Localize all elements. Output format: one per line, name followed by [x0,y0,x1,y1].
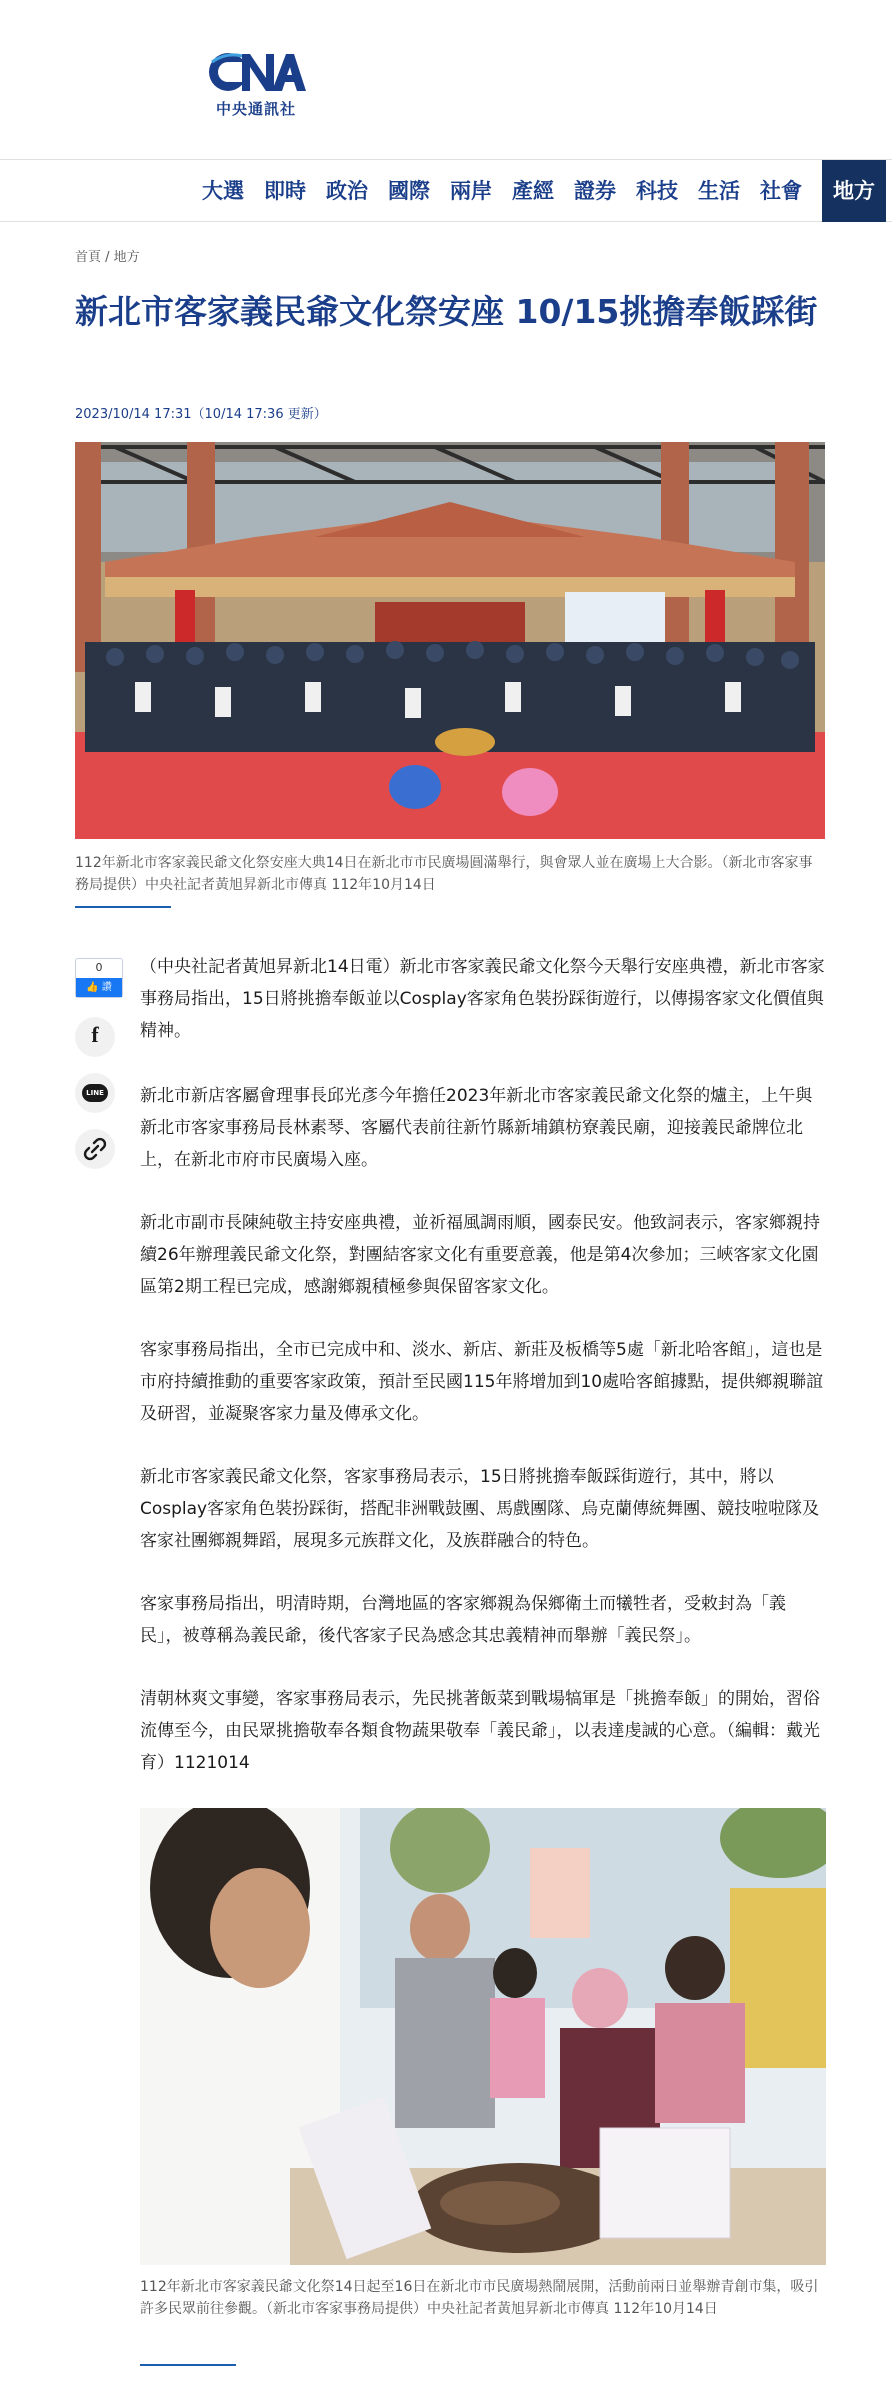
nav-item-finance[interactable]: 產經 [512,179,554,203]
breadcrumb-separator: / [101,250,114,265]
nav-item-politics[interactable]: 政治 [326,179,368,203]
line-icon: LINE [82,1084,108,1102]
like-count: 0 [95,961,103,974]
article-title: 新北市客家義民爺文化祭安座 10/15挑擔奉飯踩街 [75,292,818,331]
like-text: 讚 [101,982,112,993]
group-photo[interactable] [75,442,825,839]
paragraph-1: （中央社記者黃旭昇新北14日電）新北市客家義民爺文化祭今天舉行安座典禮，新北市客家事務局指出，15日將挑擔奉飯並以Cosplay客家角色裝扮踩街遊行，以傳揚客家文化價值與精神。 [140,957,825,1041]
like-label [76,978,122,997]
cna-logo-icon [206,48,306,98]
photo2-caption: 112年新北市客家義民爺文化祭14日起至16日在新北市市民廣場熱鬧展開，活動前兩日並舉辦青創市集，吸引許多民眾前往參觀。（新北市客家事務局提供）中央社記者黃旭昇新北市傳真 112年10月14日 [140,2279,819,2317]
copy-link-button[interactable] [75,1129,115,1169]
line-share-button[interactable] [75,1073,115,1113]
nav-item-life[interactable]: 生活 [698,179,740,203]
paragraph-4: 客家事務局指出，全市已完成中和、淡水、新店、新莊及板橋等5處「新北哈客館」，這也是市府持續推動的重要客家政策，預計至民國115年將增加到10處哈客館據點，提供鄉親聯誼及研習，並凝聚客家力量及傳承文化。 [140,1340,824,1424]
nav-item-international[interactable]: 國際 [388,179,430,203]
paragraph-7: 清朝林爽文事變，客家事務局表示，先民挑著飯菜到戰場犒軍是「挑擔奉飯」的開始，習俗流傳至今，由民眾挑擔敬奉各類食物蔬果敬奉「義民爺」，以表達虔誠的心意。（編輯：戴光育）1121014 [140,1689,820,1773]
paragraph-5: 新北市客家義民爺文化祭，客家事務局表示，15日將挑擔奉飯踩街遊行，其中，將以Cosplay客家角色裝扮踩街，搭配非洲戰鼓團、馬戲團隊、烏克蘭傳統舞團、競技啦啦隊及客家社團鄉親舞蹈，展現多元族群文化，及族群融合的特色。 [140,1467,820,1551]
facebook-like-button[interactable] [75,958,123,998]
nav-item-stocks[interactable]: 證券 [574,179,616,203]
facebook-share-button[interactable] [75,1017,115,1057]
nav-item-local[interactable]: 地方 [822,160,886,222]
paragraph-3: 新北市副市長陳純敬主持安座典禮，並祈福風調雨順，國泰民安。他致詞表示，客家鄉親持續26年辦理義民爺文化祭，對團結客家文化有重要意義，他是第4次參加；三峽客家文化園區第2期工程已完成，感謝鄉親積極參與保留客家文化。 [140,1213,820,1297]
nav-item-latest[interactable]: 即時 [264,179,306,203]
nav-item-cross-strait[interactable]: 兩岸 [450,179,492,203]
site-header [0,0,892,160]
facebook-icon: f [91,1022,99,1047]
market-photo-image [140,1808,826,2265]
breadcrumb [75,246,140,265]
nav-item-society[interactable]: 社會 [760,179,802,203]
caption-rule [140,2364,236,2366]
cna-logo[interactable] [206,48,306,118]
paragraph-2: 新北市新店客屬會理事長邱光彥今年擔任2023年新北市客家義民爺文化祭的爐主，上午與新北市客家事務局長林素琴、客屬代表前往新竹縣新埔鎮枋寮義民廟，迎接義民爺牌位北上，在新北市府市民廣場入座。 [140,1086,813,1170]
breadcrumb-home[interactable]: 首頁 [75,250,102,265]
group-photo-image [75,442,825,839]
market-photo[interactable] [140,1808,826,2265]
logo-text: 中央通訊社 [216,100,297,118]
nav-item-election[interactable]: 大選 [202,179,244,203]
article-dateline: 2023/10/14 17:31（10/14 17:36 更新） [75,407,327,422]
link-icon [75,1129,115,1169]
breadcrumb-section[interactable]: 地方 [113,250,140,265]
main-nav [0,160,892,222]
paragraph-6: 客家事務局指出，明清時期，台灣地區的客家鄉親為保鄉衛土而犧牲者，受敕封為「義民」，被尊稱為義民爺，後代客家子民為感念其忠義精神而舉辦「義民祭」。 [140,1594,786,1646]
photo1-caption: 112年新北市客家義民爺文化祭安座大典14日在新北市市民廣場圓滿舉行，與會眾人並在廣場上大合影。（新北市客家事務局提供）中央社記者黃旭昇新北市傳真 112年10月14日 [75,855,813,893]
nav-item-tech[interactable]: 科技 [636,179,678,203]
caption-rule [75,906,171,908]
thumbs-up-icon: 👍 [86,982,99,993]
